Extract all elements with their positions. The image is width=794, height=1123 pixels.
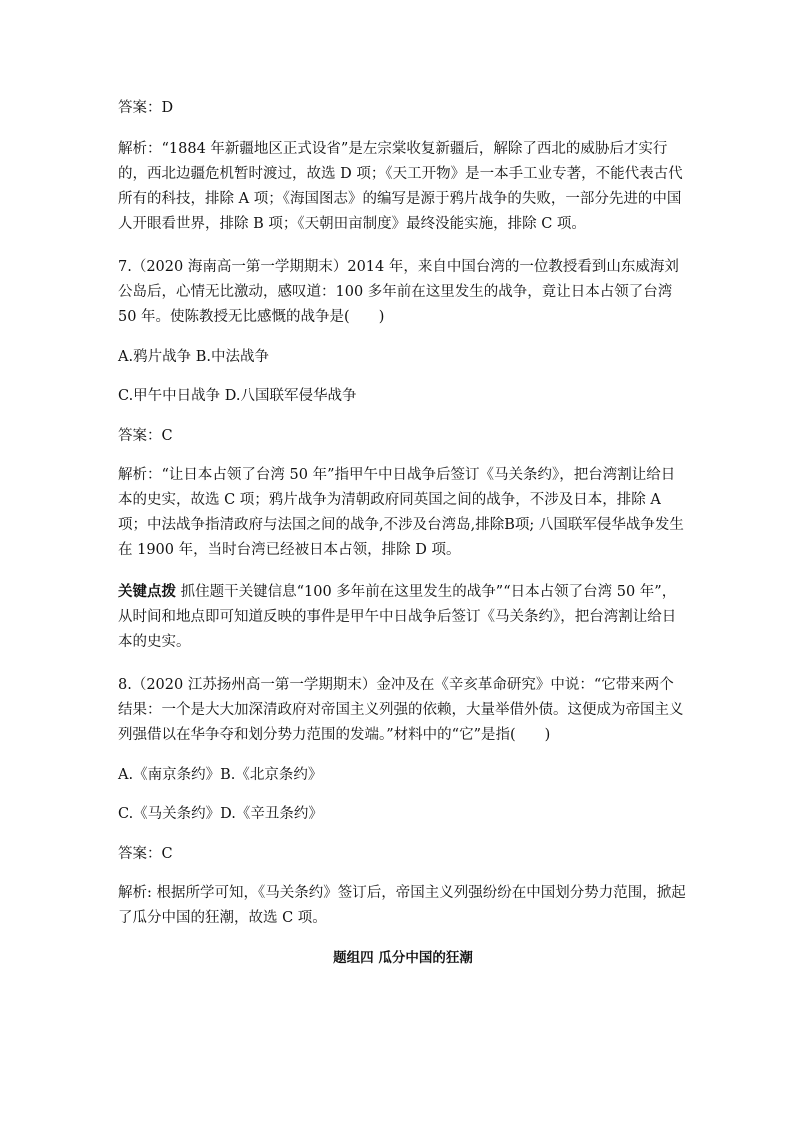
- question-7-key-point: [118, 580, 688, 655]
- question-8-explanation: 解析: 根据所学可知，《马关条约》签订后，帝国主义列强纷纷在中国划分势力范围，掀起了瓜分中国的狂潮，故选 C 项。: [118, 885, 686, 926]
- question-8-options-ab: A.《南京条约》B.《北京条约》: [118, 767, 323, 783]
- answer-6: 答案：D: [118, 100, 174, 116]
- section-heading: 题组四 瓜分中国的狂潮: [333, 950, 473, 966]
- question-8-stem: 8.（2020 江苏扬州高一第一学期期末）金冲及在《辛亥革命研究》中说：“它带来两个结果：一个是大大加深清政府对帝国主义列强的依赖，大量举借外债。这便成为帝国主义列强借以在华争夺和划分势力范围的发端。”材料中的“它”是指( ): [118, 677, 684, 743]
- question-7-options-cd: C.甲午中日战争 D.八国联军侵华战争: [118, 388, 357, 404]
- question-7-stem: 7.（2020 海南高一第一学期期末）2014 年，来自中国台湾的一位教授看到山东威海刘公岛后，心情无比激动，感叹道：100 多年前在这里发生的战争，竟让日本占领了台湾 50 年。使陈教授无比感慨的战争是( ): [118, 259, 679, 325]
- key-point-text: 抓住题干关键信息“100 多年前在这里发生的战争”“日本占领了台湾 50 年”，从时间和地点即可知道反映的事件是甲午中日战争后签订《马关条约》，把台湾割让给日本的史实。: [118, 584, 677, 650]
- question-7-options-ab: A.鸦片战争 B.中法战争: [118, 349, 269, 365]
- question-7-explanation: 解析：“让日本占领了台湾 50 年”指甲午中日战争后签订《马关条约》，把台湾割让给日本的史实，故选 C 项；鸦片战争为清朝政府同英国之间的战争，不涉及日本，排除 A 项；中法战争指清政府与法国之间的战争,不涉及台湾岛,排除B项; 八国联军侵华战争发生在 1900 年，当时台湾已经被日本占领，排除 D 项。: [118, 467, 684, 558]
- question-7-answer: 答案：C: [118, 428, 173, 444]
- question-8-options-cd: C.《马关条约》D.《辛丑条约》: [118, 806, 323, 822]
- question-8-answer: 答案：C: [118, 846, 173, 862]
- key-point-label: 关键点拨: [118, 584, 176, 600]
- explanation-6: 解析：“1884 年新疆地区正式设省”是左宗棠收复新疆后，解除了西北的威胁后才实行的，西北边疆危机暂时渡过，故选 D 项；《天工开物》是一本手工业专著，不能代表古代所有的科技，排除 A 项；《海国图志》的编写是源于鸦片战争的失败，一部分先进的中国人开眼看世界，排除 B 项；《天朝田亩制度》最终没能实施，排除 C 项。: [118, 141, 683, 232]
